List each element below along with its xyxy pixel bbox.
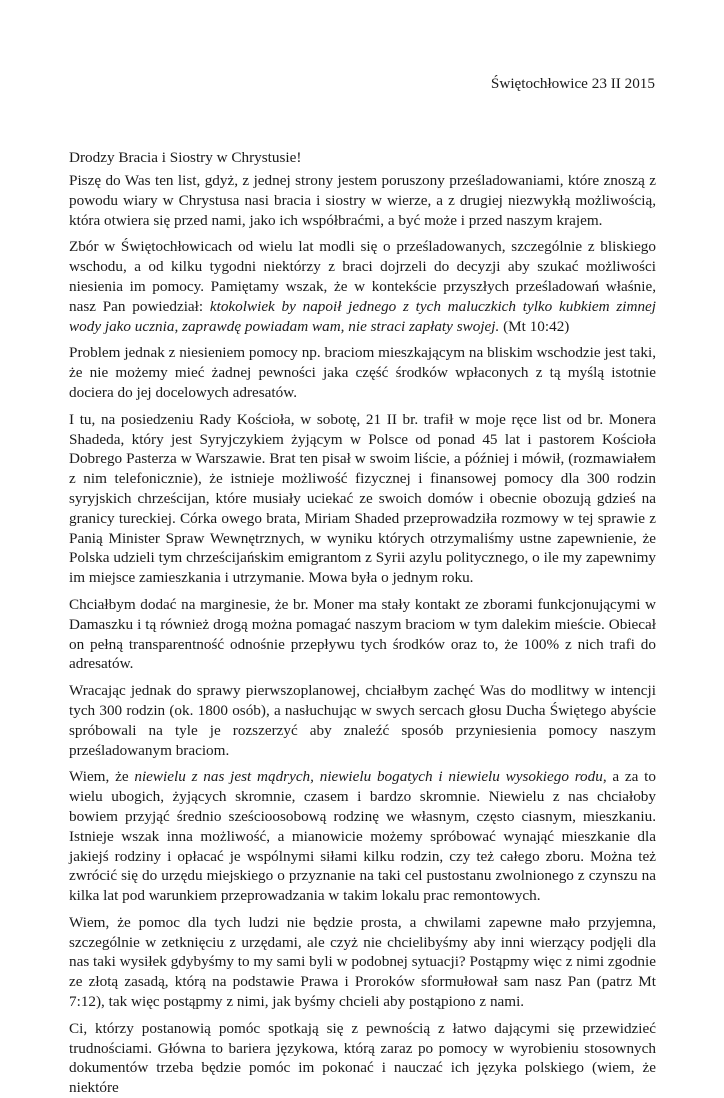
paragraph-damascus: Chciałbym dodać na marginesie, że br. Moner ma stały kontakt ze zborami funkcjonującymi w Damaszku i tą również drogą można pomagać naszym braciom w tym dalekim mieście. Obiecał on pełną transparentność odnośnie przepływu tych środków oraz to, że 100% z nich trafi do adresatów. [69,595,656,673]
paragraph-golden-rule: Wiem, że pomoc dla tych ludzi nie będzie prosta, a chwilami zapewne mało przyjemna, szczególnie w zetknięciu z urzędami, ale czyż nie chcielibyśmy aby inni wierzący podjęli dla nas taki wysiłek gdybyśmy to my sami byli w podobnej sytuacji? Postąpmy więc z nimi zgodnie ze złotą zasadą, którą na podstawie Prawa i Proroków sformułował sam nasz Pan (patrz Mt 7:12), tak więc postąpmy z nimi, jak byśmy chcieli aby postąpiono z nami. [69,913,656,1011]
scripture-reference: (Mt 10:42) [499,317,570,335]
paragraph-housing-rest: , a za to wielu ubogich, żyjących skromnie, czasem i bardzo skromnie. Niewielu z nas chciałoby bowiem przyjąć średnio sześcioosobową rodzinę we własnym, często ciasnym, mieszkaniu. Istnieje wszak inna możliwość, a mianowicie możemy spróbować wynająć mieszkanie dla jakiejś rodziny i opłacać je wspólnymi siłami kilku rodzin, czy też całego zboru. Można też zwrócić się do urzędu miejskiego o przyznanie na taki cel pustostanu zwolnionego z czynszu na kilka lat pod warunkiem przeprowadzania w takim lokalu prac remontowych. [69,768,656,905]
paragraph-prayer [69,237,656,336]
scripture-quote-mt-10-42: ktokolwiek by napoił jednego z tych maluczkich tylko kubkiem zimnej wody jako ucznia, zaprawdę powiadam wam, nie straci zapłaty swojej. [69,297,656,335]
paragraph-housing [69,767,656,906]
letter-date: Świętochłowice 23 II 2015 [490,75,655,92]
paragraph-difficulties: Ci, którzy postanowią pomóc spotkają się z pewnością z łatwo dającymi się przewidzieć trudnościami. Główna to bariera językowa, którą zaraz po pomocy w wyrobieniu stosownych dokumentów trzeba będzie pomóc im pokonać i nauczać ich języka polskiego (wiem, że niektóre [69,1019,656,1097]
paragraph-prayer-text: Zbór w Świętochłowicach od wielu lat modli się o prześladowanych, szczególnie z bliskiego wschodu, a od kilku tygodni niektórzy z braci dojrzeli do decyzji aby szukać możliwości niesienia im pomocy. Pamiętamy wszak, że w kontekście przyszłych prześladowań właśnie, nasz Pan powiedział: [69,238,656,315]
paragraph-problem: Problem jednak z niesieniem pomocy np. braciom mieszkającym na bliskim wschodzie jest taki, że nie możemy mieć żadnej pewności jaka część środków wpłaconych z tą myślą istotnie dociera do jej docelowych adresatów. [69,344,656,401]
paragraph-council: I tu, na posiedzeniu Rady Kościoła, w sobotę, 21 II br. trafił w moje ręce list od br. Monera Shadeda, który jest Syryjczykiem żyjącym w Polsce od ponad 45 lat i pastorem Kościoła Dobrego Pasterza w Warszawie. Brat ten pisał w swoim liście, a później i mówił, (rozmawiałem z nim telefonicznie), że istnieje możliwość fizycznej i finansowej pomocy dla 300 rodzin syryjskich chrześcijan, które musiały uciekać ze swoich domów i obecnie obozują gdzieś na granicy tureckiej. Córka owego brata, Miriam Shaded przeprowadziła rozmowy w tej sprawie z Panią Minister Spraw Wewnętrznych, w wyniku których otrzymaliśmy ustne zapewnienie, że Polska udzieli tym chrześcijańskim emigrantom z Syrii azylu politycznego, o ile my zapewnimy im miejsce zamieszkania i utrzymanie. Mowa była o jednym roku. [69,410,656,587]
paragraph-call-to-prayer: Wracając jednak do sprawy pierwszoplanowej, chciałbym zachęć Was do modlitwy w intencji tych 300 rodzin (ok. 1800 osób), a nasłuchując w swych sercach głosu Ducha Świętego abyście spróbowali na tyle je rozszerzyć aby znaleźć sposób przyniesienia pomocy naszym prześladowanym braciom. [69,682,656,759]
paragraph-housing-start: Wiem, że [69,768,135,786]
letter-salutation: Drodzy Bracia i Siostry w Chrystusie! [69,149,302,166]
scripture-quote-few-wise: niewielu z nas jest mądrych, niewielu bogatych i niewielu wysokiego rodu [134,768,603,786]
paragraph-intro: Piszę do Was ten list, gdyż, z jednej strony jestem poruszony prześladowaniami, które znoszą z powodu wiary w Chrystusa nasi bracia i siostry w wierze, a z drugiej niezwykłą możliwością, która otwiera się przed nami, jako ich współbraćmi, a być może i przed naszym krajem. [69,172,656,229]
